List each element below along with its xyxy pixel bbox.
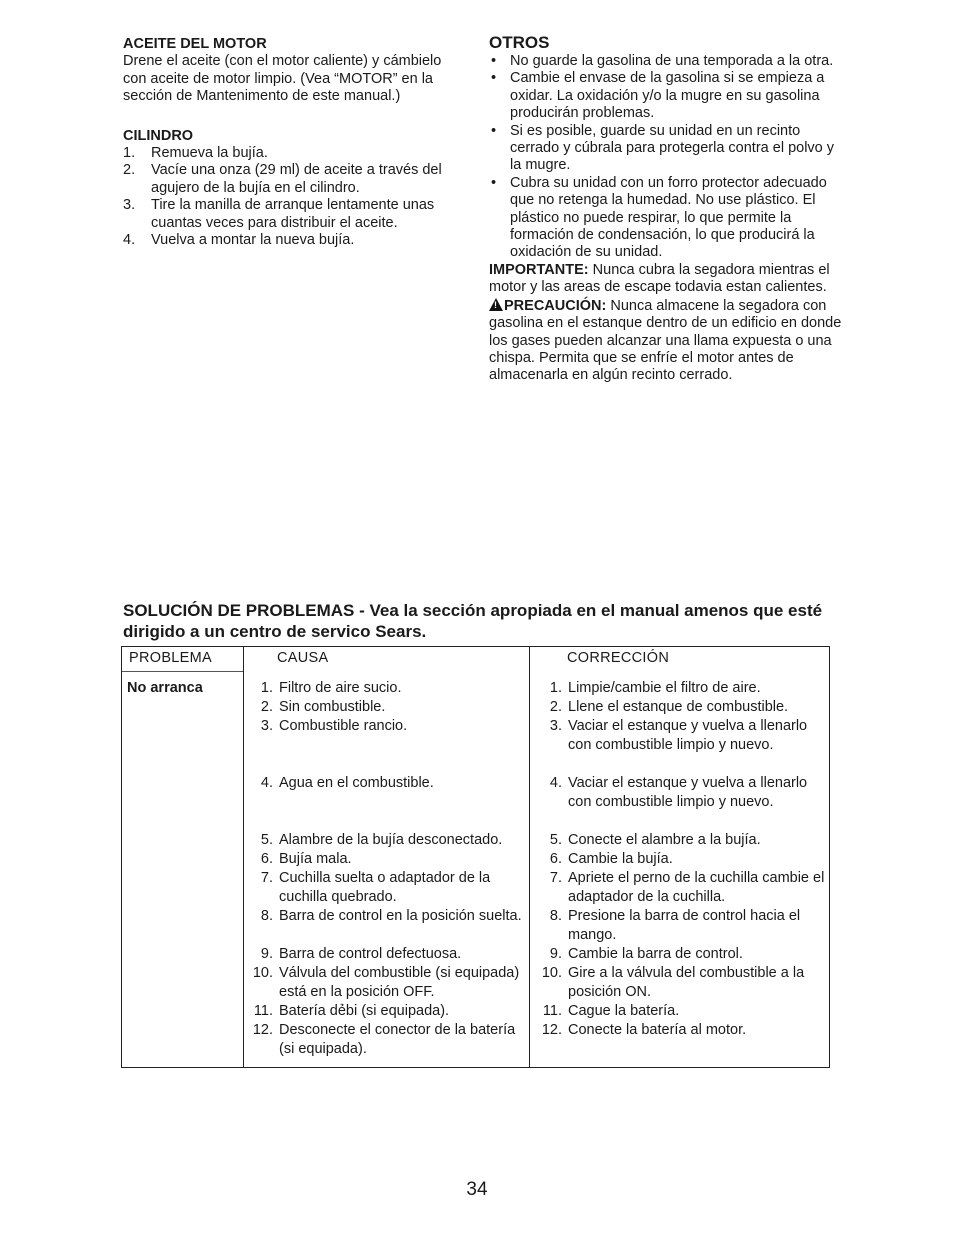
page-number: 34 xyxy=(466,1179,488,1200)
causa-item: 10. Válvula del combustible (si equipada) está en la posición OFF. xyxy=(252,965,520,1000)
column-divider xyxy=(243,647,244,1067)
correccion-item: 5. Conecte el alambre a la bujía. xyxy=(549,832,761,848)
cilindro-steps-list xyxy=(123,145,468,249)
list-item: 3. Tire la manilla de arranque lentamente unas cuantas veces para distribuir el aceite. xyxy=(123,197,435,231)
list-item: • Cubra su unidad con un forro protector adecuado que no retenga la humedad. No use plástico. El plástico no puede respirar, lo que permite la formación de condensación, lo que producirá la oxidación de su unidad. xyxy=(491,174,827,261)
correccion-item: 8. Presione la barra de control hacia el mango. xyxy=(549,908,801,943)
correccion-item: 10. Gire a la válvula del combustible a la posición ON. xyxy=(541,965,805,1000)
left-column xyxy=(123,36,468,249)
correccion-item: 1. Limpie/cambie el filtro de aire. xyxy=(549,680,761,696)
correccion-item: 6. Cambie la bujía. xyxy=(549,851,673,867)
list-item: 2. Vacíe una onza (29 ml) de aceite a través del agujero de la bujía en el cilindro. xyxy=(123,162,442,196)
causa-item: 5. Alambre de la bujía desconectado. xyxy=(260,832,503,848)
causa-item: 9. Barra de control defectuosa. xyxy=(260,946,462,962)
importante-label: IMPORTANTE: xyxy=(489,261,589,278)
list-item: 4. Vuelva a montar la nueva bujía. xyxy=(123,232,355,249)
right-column xyxy=(489,33,844,385)
list-item: 1. Remueva la bujía. xyxy=(123,145,268,162)
list-item: • Cambie el envase de la gasolina si se empieza a oxidar. La oxidación y/o la mugre en su gasolina producirán problemas. xyxy=(491,70,825,122)
header-divider xyxy=(122,671,243,672)
header-causa: CAUSA xyxy=(277,650,329,666)
correccion-item: 12. Conecte la batería al motor. xyxy=(541,1022,747,1038)
list-item: • No guarde la gasolina de una temporada a la otra. xyxy=(491,53,834,69)
aceite-paragraph: Drene el aceite (con el motor caliente) y cámbielo con aceite de motor limpio. (Vea “MOTOR” en la sección de Mantenimento de este manual.) xyxy=(123,53,442,105)
causa-item: 6. Bujía mala. xyxy=(260,851,352,867)
correccion-item: 7. Apriete el perno de la cuchilla cambie el adaptador de la cuchilla. xyxy=(549,870,825,905)
causa-item: 1. Filtro de aire sucio. xyxy=(260,680,402,696)
causa-item: 4. Agua en el combustible. xyxy=(260,775,434,791)
correccion-item: 3. Vaciar el estanque y vuelva a llenarlo con combustible limpio y nuevo. xyxy=(549,718,808,753)
warning-icon: ! xyxy=(489,298,503,311)
causa-item: 12. Desconecte el conector de la batería (si equipada). xyxy=(252,1022,516,1057)
header-problema: PROBLEMA xyxy=(129,650,212,666)
column-divider xyxy=(529,647,530,1067)
correccion-item: 2. Llene el estanque de combustible. xyxy=(549,699,789,715)
list-item: • Si es posible, guarde su unidad en un recinto cerrado y cúbrala para protegerla contra el polvo y la mugre. xyxy=(491,122,835,174)
cilindro-heading: CILINDRO xyxy=(123,127,194,144)
aceite-heading: ACEITE DEL MOTOR xyxy=(123,36,267,52)
causa-item: 8. Barra de control en la posición suelta. xyxy=(260,908,522,924)
precaucion-note: ! PRECAUCIÓN: Nunca almacene la segadora con gasolina en el estanque dentro de un edificio en donde los gases pueden alcanzar una llama expuesta o una chispa. Permita que se enfríe el motor antes de almacenarla en algún recinto cerrado. xyxy=(489,297,842,384)
header-correccion: CORRECCIÓN xyxy=(567,650,670,666)
correccion-item: 4. Vaciar el estanque y vuelva a llenarlo con combustible limpio y nuevo. xyxy=(549,775,808,810)
otros-bullet-list xyxy=(489,53,844,262)
causa-item: 3. Combustible rancio. xyxy=(260,718,408,734)
troubleshooting-title: SOLUCIÓN DE PROBLEMAS - Vea la sección apropiada en el manual amenos que esté dirigido a un centro de servico Sears. xyxy=(123,601,823,641)
otros-heading: OTROS xyxy=(489,33,550,52)
correccion-item: 9. Cambie la barra de control. xyxy=(549,946,743,962)
correccion-item: 11. Cague la batería. xyxy=(542,1003,680,1019)
causa-item: 7. Cuchilla suelta o adaptador de la cuchilla quebrado. xyxy=(260,870,491,905)
causa-item: 2. Sin combustible. xyxy=(260,699,386,715)
importante-note: IMPORTANTE: Nunca cubra la segadora mientras el motor y las areas de escape todavia estan calientes. xyxy=(489,261,830,296)
troubleshooting-table xyxy=(121,646,830,1068)
causa-item: 11. Batería dẻbi (si equipada). xyxy=(253,1003,450,1019)
precaucion-label: PRECAUCIÓN: xyxy=(504,297,607,314)
problem-label: No arranca xyxy=(127,680,203,696)
